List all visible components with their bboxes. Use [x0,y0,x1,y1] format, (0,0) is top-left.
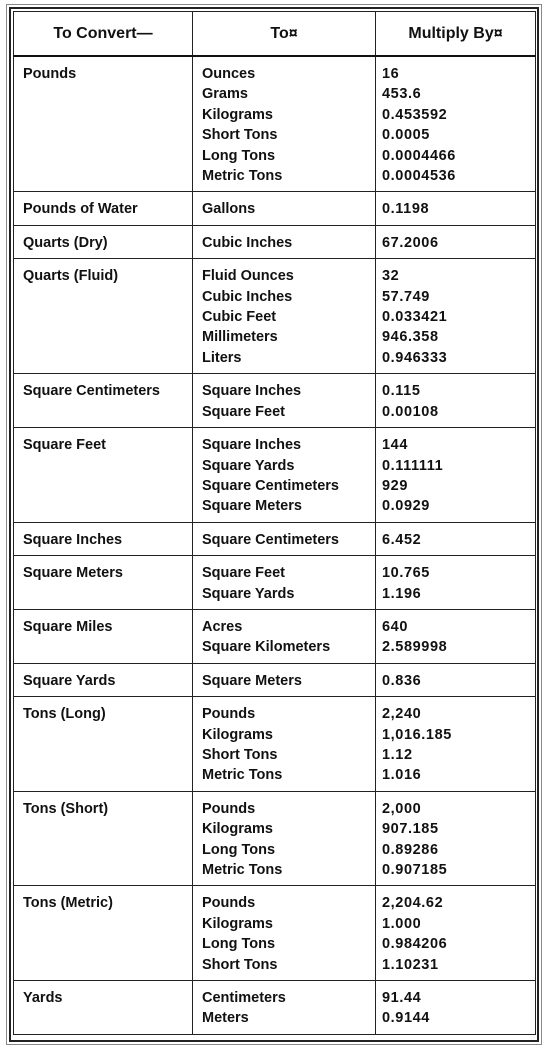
convert-to-unit: Metric Tons [202,168,283,185]
multiply-factor: 0.9144 [382,1010,430,1027]
convert-to-unit: Short Tons [202,746,278,763]
convert-to-cell [193,428,376,523]
multiply-factor: 0.0004536 [382,168,456,185]
multiply-by-cell [376,225,536,258]
multiply-factor: 0.946333 [382,349,448,366]
convert-from-cell [14,225,193,258]
convert-to-unit: Square Centimeters [202,531,339,548]
multiply-factor: 0.907185 [382,862,448,878]
table-row [14,225,536,258]
convert-to-cell [193,886,376,981]
table-row [14,259,536,374]
table-row [14,56,536,192]
convert-to-unit: Cubic Inches [202,234,293,251]
convert-from-cell [14,697,193,792]
multiply-by-cell [376,981,536,1035]
multiply-by-cell [376,697,536,792]
convert-to-unit: Kilograms [202,726,273,743]
convert-from-cell [14,886,193,981]
multiply-factor: 32 [382,268,400,285]
convert-from-cell [14,663,193,696]
convert-to-unit: Square Feet [202,565,285,582]
multiply-factor: 0.89286 [382,841,439,858]
convert-to-cell [193,791,376,886]
convert-to-unit: Grams [202,86,248,103]
convert-to-unit: Square Yards [202,585,295,602]
convert-to-cell [193,259,376,374]
multiply-factor: 57.749 [382,288,430,305]
multiply-by-cell [376,428,536,523]
multiply-factor: 640 [382,618,408,635]
multiply-by-cell [376,791,536,886]
table-row [14,374,536,428]
table-row [14,609,536,663]
convert-to-unit: Square Feet [202,403,285,420]
multiply-factor: 144 [382,437,408,454]
multiply-factor: 2,204.62 [382,895,444,912]
multiply-by-cell [376,192,536,225]
convert-to-cell [193,609,376,663]
convert-from-label: Yards [23,990,63,1007]
multiply-factor: 907.185 [382,821,439,838]
multiply-factor: 91.44 [382,990,422,1007]
multiply-factor: 2.589998 [382,639,448,656]
convert-to-unit: Ounces [202,66,256,82]
convert-to-cell [193,192,376,225]
multiply-factor: 0.111111 [382,457,444,474]
multiply-by-cell [376,56,536,192]
header-multiply-by: Multiply By¤ [376,12,536,57]
convert-to-unit: Kilograms [202,821,273,838]
convert-to-unit: Long Tons [202,936,276,953]
convert-to-unit: Meters [202,1010,249,1027]
table-row [14,192,536,225]
multiply-by-cell [376,609,536,663]
multiply-factor: 1.10231 [382,956,439,973]
header-to: To¤ [193,12,376,57]
convert-to-unit: Kilograms [202,915,273,932]
multiply-factor: 67.2006 [382,234,439,251]
convert-to-unit: Long Tons [202,147,276,164]
convert-from-label: Quarts (Fluid) [23,268,119,285]
convert-from-label: Pounds of Water [23,201,138,218]
convert-to-unit: Long Tons [202,841,276,858]
table-row [14,886,536,981]
table-row [14,428,536,523]
multiply-factor: 946.358 [382,329,439,346]
table-body [14,56,536,1034]
table-row [14,522,536,555]
convert-to-unit: Millimeters [202,329,278,346]
convert-from-label: Pounds [23,66,77,82]
convert-to-unit: Cubic Feet [202,309,277,326]
multiply-factor: 929 [382,477,408,494]
convert-to-cell [193,56,376,192]
multiply-factor: 1.196 [382,585,422,602]
convert-from-cell [14,522,193,555]
multiply-factor: 0.0005 [382,127,430,144]
convert-to-unit: Square Yards [202,457,295,474]
multiply-factor: 0.115 [382,383,421,400]
multiply-factor: 1,016.185 [382,726,452,743]
multiply-factor: 2,240 [382,706,422,723]
convert-to-unit: Cubic Inches [202,288,293,305]
multiply-factor: 0.836 [382,672,422,689]
convert-from-cell [14,259,193,374]
convert-from-cell [14,556,193,610]
conversion-table [13,11,536,1035]
convert-from-label: Tons (Short) [23,800,109,817]
multiply-factor: 6.452 [382,531,422,548]
multiply-factor: 1.12 [382,746,413,763]
multiply-by-cell [376,886,536,981]
convert-to-cell [193,697,376,792]
convert-to-unit: Short Tons [202,127,278,144]
convert-to-unit: Square Meters [202,672,302,689]
convert-to-unit: Square Meters [202,498,302,515]
multiply-by-cell [376,522,536,555]
convert-to-unit: Kilograms [202,106,273,123]
convert-from-cell [14,56,193,192]
convert-from-cell [14,374,193,428]
multiply-factor: 0.984206 [382,936,448,953]
convert-from-cell [14,192,193,225]
table-header [14,12,536,57]
convert-to-unit: Metric Tons [202,767,283,784]
multiply-factor: 10.765 [382,565,430,582]
convert-to-unit: Short Tons [202,956,278,973]
header-to-convert: To Convert— [14,12,193,57]
convert-to-cell [193,225,376,258]
table-row [14,663,536,696]
convert-from-label: Square Meters [23,565,123,582]
convert-to-cell [193,981,376,1035]
multiply-factor: 0.453592 [382,106,448,123]
convert-to-unit: Square Centimeters [202,477,339,494]
convert-from-label: Tons (Metric) [23,895,113,912]
multiply-factor: 0.0929 [382,498,430,515]
multiply-factor: 1.016 [382,767,422,784]
table-row [14,791,536,886]
multiply-factor: 0.033421 [382,309,448,326]
convert-from-label: Square Feet [23,437,106,454]
table-row [14,981,536,1035]
multiply-factor: 1.000 [382,915,422,932]
convert-to-unit: Acres [202,618,243,635]
multiply-factor: 0.0004466 [382,147,456,164]
convert-from-label: Tons (Long) [23,706,106,723]
convert-from-label: Square Miles [23,618,113,635]
convert-to-unit: Pounds [202,800,256,817]
multiply-by-cell [376,556,536,610]
convert-to-unit: Fluid Ounces [202,268,294,285]
convert-to-unit: Metric Tons [202,862,283,878]
multiply-by-cell [376,374,536,428]
convert-to-unit: Gallons [202,201,256,218]
convert-from-label: Quarts (Dry) [23,234,108,251]
convert-to-cell [193,374,376,428]
convert-to-unit: Square Inches [202,437,302,454]
convert-from-label: Square Yards [23,672,116,689]
multiply-by-cell [376,259,536,374]
convert-to-cell [193,522,376,555]
convert-from-cell [14,609,193,663]
convert-to-unit: Square Kilometers [202,639,331,656]
table-row [14,556,536,610]
convert-from-label: Square Inches [23,531,123,548]
convert-to-unit: Centimeters [202,990,286,1007]
convert-from-cell [14,981,193,1035]
table-row [14,697,536,792]
convert-from-cell [14,428,193,523]
multiply-factor: 2,000 [382,800,422,817]
convert-to-unit: Pounds [202,706,256,723]
convert-to-unit: Pounds [202,895,256,912]
convert-to-unit: Square Inches [202,383,302,400]
convert-from-label: Square Centimeters [23,383,160,400]
multiply-factor: 0.1198 [382,201,430,218]
convert-to-cell [193,556,376,610]
convert-from-cell [14,791,193,886]
header-row [14,12,536,57]
convert-to-cell [193,663,376,696]
multiply-by-cell [376,663,536,696]
multiply-factor: 453.6 [382,86,422,103]
multiply-factor: 16 [382,66,400,82]
convert-to-unit: Liters [202,349,242,366]
multiply-factor: 0.00108 [382,403,439,420]
